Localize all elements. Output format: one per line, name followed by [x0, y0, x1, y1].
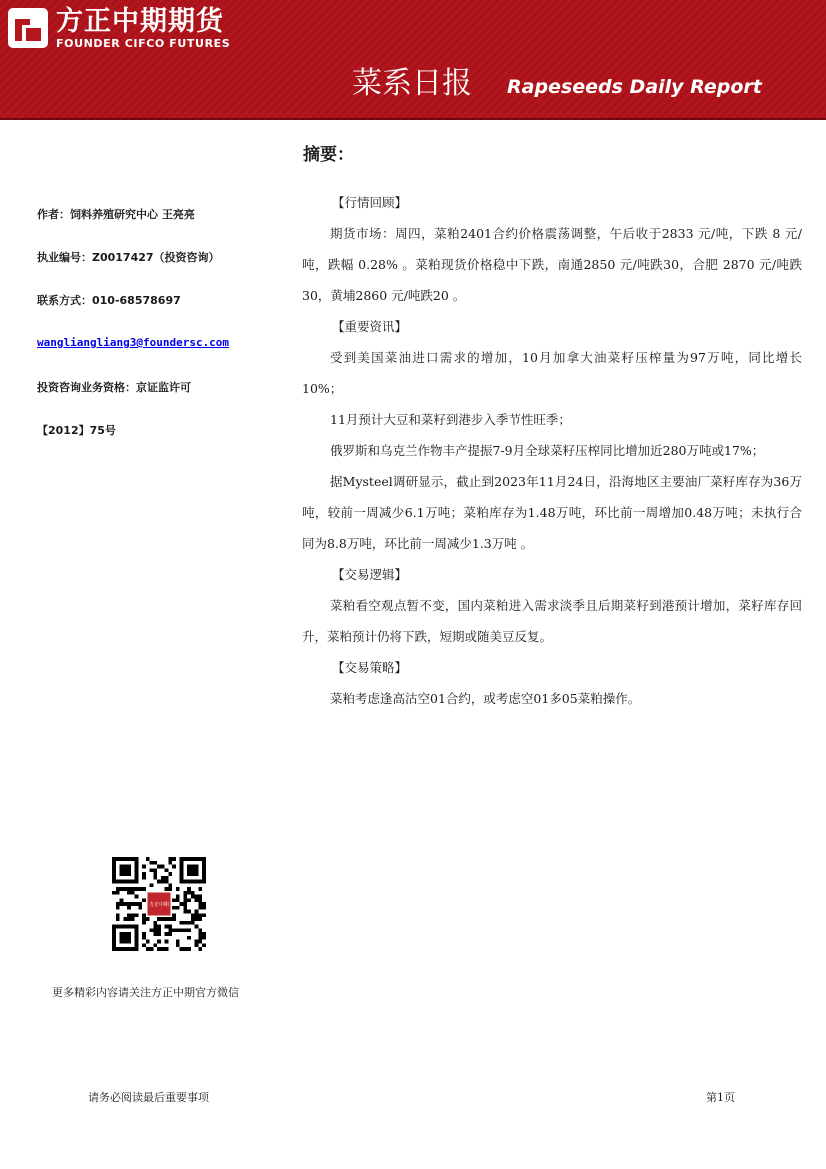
report-title-en: Rapeseeds Daily Report: [507, 76, 762, 98]
header-banner: [0, 0, 826, 120]
page-number: 第1页: [706, 1091, 735, 1104]
company-name-en: FOUNDER CIFCO FUTURES: [56, 37, 231, 50]
strategy-heading: 【交易策略】: [332, 660, 408, 675]
market-review-text: 期货市场：周四，菜粕2401合约价格震荡调整，午后收于2833 元/吨，下跌 8 元/吨，跌幅 0.28% 。菜粕现货价格稳中下跌，南通2850 元/吨跌30，合肥 2870 元/吨跌30，黄埔2860 元/吨跌20 。: [302, 226, 802, 303]
company-name-cn: 方正中期期货: [56, 6, 224, 37]
qr-caption: 更多精彩内容请关注方正中期官方微信: [52, 986, 239, 999]
qr-center-logo: 方正中期: [149, 901, 169, 908]
logic-heading: 【交易逻辑】: [332, 567, 408, 582]
author-info: 作者：饲料养殖研究中心 王亮亮: [37, 208, 195, 221]
report-title-cn: 菜系日报: [352, 66, 472, 101]
news-item: 俄罗斯和乌克兰作物丰产提振7-9月全球菜籽压榨同比增加近280万吨或17%；: [330, 443, 765, 458]
news-item: 受到美国菜油进口需求的增加，10月加拿大油菜籽压榨量为97万吨，同比增长10%；: [302, 350, 802, 396]
news-item: 据Mysteel调研显示，截止到2023年11月24日，沿海地区主要油厂菜籽库存为36万吨，较前一周减少6.1万吨；菜粕库存为1.48万吨，环比前一周增加0.48万吨；未执行合同为8.8万吨，环比前一周减少1.3万吨 。: [302, 474, 802, 551]
strategy-text: 菜粕考虑逢高沽空01合约，或考虑空01多05菜粕操作。: [330, 691, 641, 706]
company-logo-icon: [8, 8, 48, 48]
market-review-heading: 【行情回顾】: [332, 195, 408, 210]
summary-content: [302, 187, 802, 714]
license-number: 执业编号：Z0017427（投资咨询）: [37, 251, 220, 264]
email-link[interactable]: wangliangliang3@foundersc.com: [37, 336, 230, 349]
qualification-info: 投资咨询业务资格：京证监许可: [37, 381, 191, 394]
qualification-number: 【2012】75号: [37, 424, 116, 437]
news-heading: 【重要资讯】: [332, 319, 408, 334]
footer-notice: 请务必阅读最后重要事项: [88, 1091, 209, 1104]
contact-info: 联系方式：010-68578697: [37, 294, 181, 307]
email-container: [37, 336, 229, 349]
news-item: 11月预计大豆和菜籽到港步入季节性旺季；: [330, 412, 571, 427]
wechat-qr-code-icon: [112, 857, 206, 951]
summary-title: 摘要：: [303, 145, 354, 165]
logic-text: 菜粕看空观点暂不变，国内菜粕进入需求淡季且后期菜籽到港预计增加，菜籽库存回升，菜粕预计仍将下跌，短期或随美豆反复。: [302, 598, 802, 644]
